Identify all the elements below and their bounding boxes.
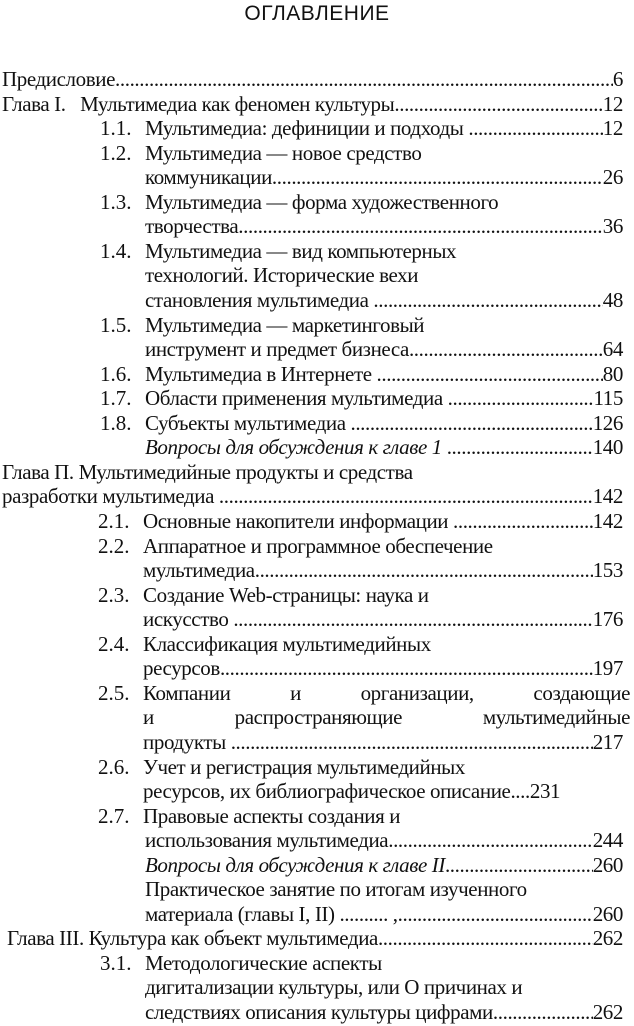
toc-entry-text: мультимедиа <box>143 558 255 582</box>
section-number: 2.6. <box>98 755 130 779</box>
toc-entry-chapter-3 <box>7 926 623 950</box>
toc-page-number: 115 <box>593 386 623 410</box>
toc-page-number: 260 <box>592 853 623 877</box>
toc-entry-text: Субъекты мультимедиа <box>145 411 351 435</box>
section-number: 3.1. <box>100 951 132 975</box>
toc-entry-text: ресурсов, их библиографическое описание....231 <box>143 779 561 803</box>
toc-entry-text: Мультимедиа — форма художественного <box>145 190 499 214</box>
toc-entry-text: Учет и регистрация мультимедийных <box>143 755 465 779</box>
section-number: 1.6. <box>100 362 132 386</box>
toc-entry-chapter-1 <box>2 92 623 116</box>
toc-entry-text: Вопросы для обсуждения к главе 1 <box>145 435 447 459</box>
toc-entry-text: Мультимедиа: дефиниции и подходы <box>145 116 469 140</box>
toc-entry-text: Глава П. Мультимедийные продукты и средства <box>2 460 413 484</box>
leader-dots <box>115 67 613 91</box>
toc-entry-section <box>143 509 623 533</box>
toc-page-number: 262 <box>592 1000 623 1024</box>
toc-entry-text: Вопросы для обсуждения к главе II <box>145 853 445 877</box>
toc-entry-section <box>143 607 623 631</box>
toc-page-number: 142 <box>592 509 623 533</box>
toc-entry-text: Предисловие <box>2 67 116 91</box>
toc-page-number: 217 <box>592 730 623 754</box>
toc-entry-text: следствиях описания культуры цифрами <box>145 1000 493 1024</box>
toc-entry-section <box>145 386 623 410</box>
toc-entry-text: искусство <box>143 607 234 631</box>
toc-entry-section <box>145 214 623 238</box>
toc-entry-text: Глава III. Культура как объект мультимедиа <box>7 926 378 950</box>
toc-entry-section <box>145 411 623 435</box>
toc-entry-text: технологий. Исторические вехи <box>145 263 419 287</box>
leader-dots <box>231 730 593 754</box>
toc-entry-text: Основные накопители информации <box>143 509 453 533</box>
toc-entry-section <box>145 362 623 386</box>
section-number: 1.3. <box>100 190 132 214</box>
toc-page-number: 142 <box>592 484 623 508</box>
toc-entry-section <box>143 558 623 582</box>
toc-entry-text: коммуникации <box>145 165 272 189</box>
toc-page-number: 244 <box>592 828 623 852</box>
toc-entry-text: использования мультимедиа <box>145 828 389 852</box>
toc-entry-section <box>145 1000 623 1024</box>
section-number: 1.8. <box>100 411 132 435</box>
section-number: 2.3. <box>98 583 130 607</box>
toc-page-number: 12 <box>602 116 623 140</box>
section-number: 2.1. <box>98 509 130 533</box>
section-number: 1.5. <box>100 313 132 337</box>
toc-entry-text: материала (главы I, II) .......... , <box>145 902 398 926</box>
toc-entry-text: Аппаратное и программное обеспечение <box>143 534 493 558</box>
toc-page-number: 197 <box>592 656 623 680</box>
toc-page-number: 260 <box>592 902 623 926</box>
toc-entry-section <box>143 656 623 680</box>
toc-entry-text: Классификация мультимедийных <box>143 632 431 656</box>
leader-dots <box>219 484 593 508</box>
section-number: 2.5. <box>98 681 130 705</box>
toc-entry-text: Мультимедиа — новое средство <box>145 141 422 165</box>
toc-entry-section <box>143 730 623 754</box>
leader-dots <box>448 386 594 410</box>
section-number: 1.7. <box>100 386 132 410</box>
leader-dots <box>394 92 602 116</box>
toc-entry-section <box>145 165 623 189</box>
toc-entry-text: Области применения мультимедиа <box>145 386 448 410</box>
section-number: 2.7. <box>98 804 130 828</box>
toc-entry-questions <box>145 853 623 877</box>
leader-dots <box>373 288 602 312</box>
leader-dots <box>378 926 593 950</box>
toc-page-number: 26 <box>602 165 623 189</box>
toc-entry-chapter-2 <box>2 484 623 508</box>
toc-entry-practice <box>145 902 623 926</box>
toc-page-number: 36 <box>602 214 623 238</box>
toc-entry-text: Глава I. Мультимедиа как феномен культуры <box>2 92 395 116</box>
toc-entry-questions <box>145 435 623 459</box>
toc-entry-section <box>145 337 623 361</box>
toc-entry-text: Практическое занятие по итогам изученного <box>145 877 527 901</box>
toc-entry-text: Правовые аспекты создания и <box>143 804 401 828</box>
leader-dots <box>233 607 592 631</box>
leader-dots <box>398 902 593 926</box>
toc-entry-text: Методологические аспекты <box>145 951 382 975</box>
leader-dots <box>377 362 603 386</box>
toc-entry-text: Мультимедиа — вид компьютерных <box>145 239 457 263</box>
toc-page-number: 64 <box>602 337 623 361</box>
leader-dots <box>447 435 593 459</box>
toc-page-number: 176 <box>592 607 623 631</box>
toc-entry-text: творчества <box>145 214 239 238</box>
leader-dots <box>409 337 603 361</box>
leader-dots <box>238 214 603 238</box>
toc-entry-text: инструмент и предмет бизнеса <box>145 337 409 361</box>
leader-dots <box>350 411 592 435</box>
section-number: 1.1. <box>100 116 132 140</box>
leader-dots <box>272 165 603 189</box>
toc-page-number: 153 <box>592 558 623 582</box>
toc-entry-section <box>145 828 623 852</box>
section-number: 1.4. <box>100 239 132 263</box>
leader-dots <box>220 656 593 680</box>
toc-entry-section <box>145 288 623 312</box>
toc-page-number: 80 <box>602 362 623 386</box>
leader-dots <box>388 828 592 852</box>
toc-page-number: 140 <box>592 435 623 459</box>
toc-entry-section <box>145 116 623 140</box>
toc-entry-text: Компании и организации, создающие <box>143 681 630 705</box>
toc-entry-text: Создание Web-страницы: наука и <box>143 583 429 607</box>
section-number: 2.4. <box>98 632 130 656</box>
section-number: 2.2. <box>98 534 130 558</box>
leader-dots <box>453 509 593 533</box>
leader-dots <box>255 558 593 582</box>
toc-page-number: 262 <box>592 926 623 950</box>
toc-entry-text: и распространяющие мультимедийные <box>143 705 630 729</box>
toc-page-number: 12 <box>602 92 623 116</box>
leader-dots <box>445 853 593 877</box>
toc-entry-text: становления мультимедиа <box>145 288 374 312</box>
toc-page-number: 126 <box>592 411 623 435</box>
page-title: ОГЛАВЛЕНИЕ <box>244 2 390 25</box>
toc-page-number: 48 <box>602 288 623 312</box>
section-number: 1.2. <box>100 141 132 165</box>
toc-entry-text: ресурсов <box>143 656 220 680</box>
toc-entry-text: дигитализации культуры, или О причинах и <box>145 975 523 999</box>
toc-entry-preface <box>2 67 623 91</box>
leader-dots <box>493 1000 593 1024</box>
toc-page-number: 6 <box>612 67 623 91</box>
toc-entry-text: Мультимедиа в Интернете <box>145 362 377 386</box>
leader-dots <box>468 116 602 140</box>
toc-entry-text: разработки мультимедиа <box>2 484 219 508</box>
toc-entry-text: Мультимедиа — маркетинговый <box>145 313 425 337</box>
toc-entry-text: продукты <box>143 730 231 754</box>
